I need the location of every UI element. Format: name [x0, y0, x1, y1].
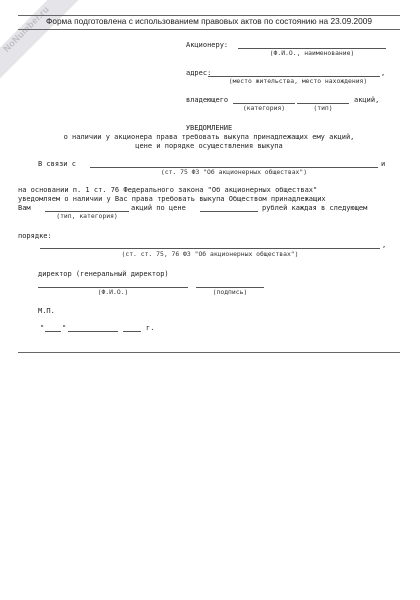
body-line3-end: рублей каждая в следующем: [262, 204, 368, 212]
watermark-text: NoNumber.ru: [1, 4, 52, 54]
address-caption: (место жительства, место нахождения): [228, 77, 368, 85]
art75-caption: (ст. 75 ФЗ "Об акционерных обществах"): [160, 168, 308, 176]
body-line3-start: Вам: [18, 204, 31, 212]
fio-caption: (Ф.И.О.): [97, 288, 129, 296]
header-bottom-rule: [18, 29, 400, 30]
year-suffix: г.: [146, 324, 155, 332]
owner-label: владеющего: [186, 96, 229, 104]
notice-subtitle-line1: о наличии у акционера права требовать выкупа принадлежащих ему акций,: [63, 133, 355, 141]
shares-word: акций,: [354, 96, 380, 104]
art7576-caption: (ст. ст. 75, 76 ФЗ "Об акционерных обществах"): [121, 250, 299, 258]
category-caption: (категория): [242, 104, 286, 112]
order-line: [40, 248, 380, 249]
order-end: ,: [382, 241, 387, 249]
date-close-quote: ": [62, 324, 67, 332]
body-line1: на основании п. 1 ст. 76 Федерального закона "Об акционерных обществах": [18, 186, 318, 194]
address-end: ,: [381, 69, 386, 77]
notice-heading: УВЕДОМЛЕНИЕ: [185, 124, 233, 132]
date-year-line: [123, 331, 141, 332]
type-caption: (тип): [313, 104, 333, 112]
price-line: [200, 211, 258, 212]
director-label: директор (генеральный директор): [38, 270, 169, 278]
name-caption: (Ф.И.О., наименование): [269, 49, 355, 57]
in-connection-text: В связи с: [38, 160, 76, 168]
shareholder-label: Акционеру:: [186, 41, 229, 49]
footer-rule: [18, 352, 400, 353]
and-text: и: [381, 160, 386, 168]
date-open-quote: ": [40, 324, 45, 332]
notice-subtitle-line2: цене и порядке осуществления выкупа: [135, 142, 283, 150]
type-category-caption: (тип, категория): [56, 212, 118, 220]
seal-label: М.П.: [38, 307, 55, 315]
body-line3-mid: акций по цене: [131, 204, 186, 212]
signature-caption: (подпись): [212, 288, 248, 296]
body-line2: уведомляем о наличии у Вас права требовать выкупа Обществом принадлежащих: [18, 195, 326, 203]
header-note: Форма подготовлена с использованием правовых актов по состоянию на 23.09.2009: [46, 16, 372, 26]
address-label: адрес:: [186, 69, 212, 77]
order-label: порядке:: [18, 232, 52, 240]
date-day-line: [45, 331, 61, 332]
date-month-line: [68, 331, 118, 332]
